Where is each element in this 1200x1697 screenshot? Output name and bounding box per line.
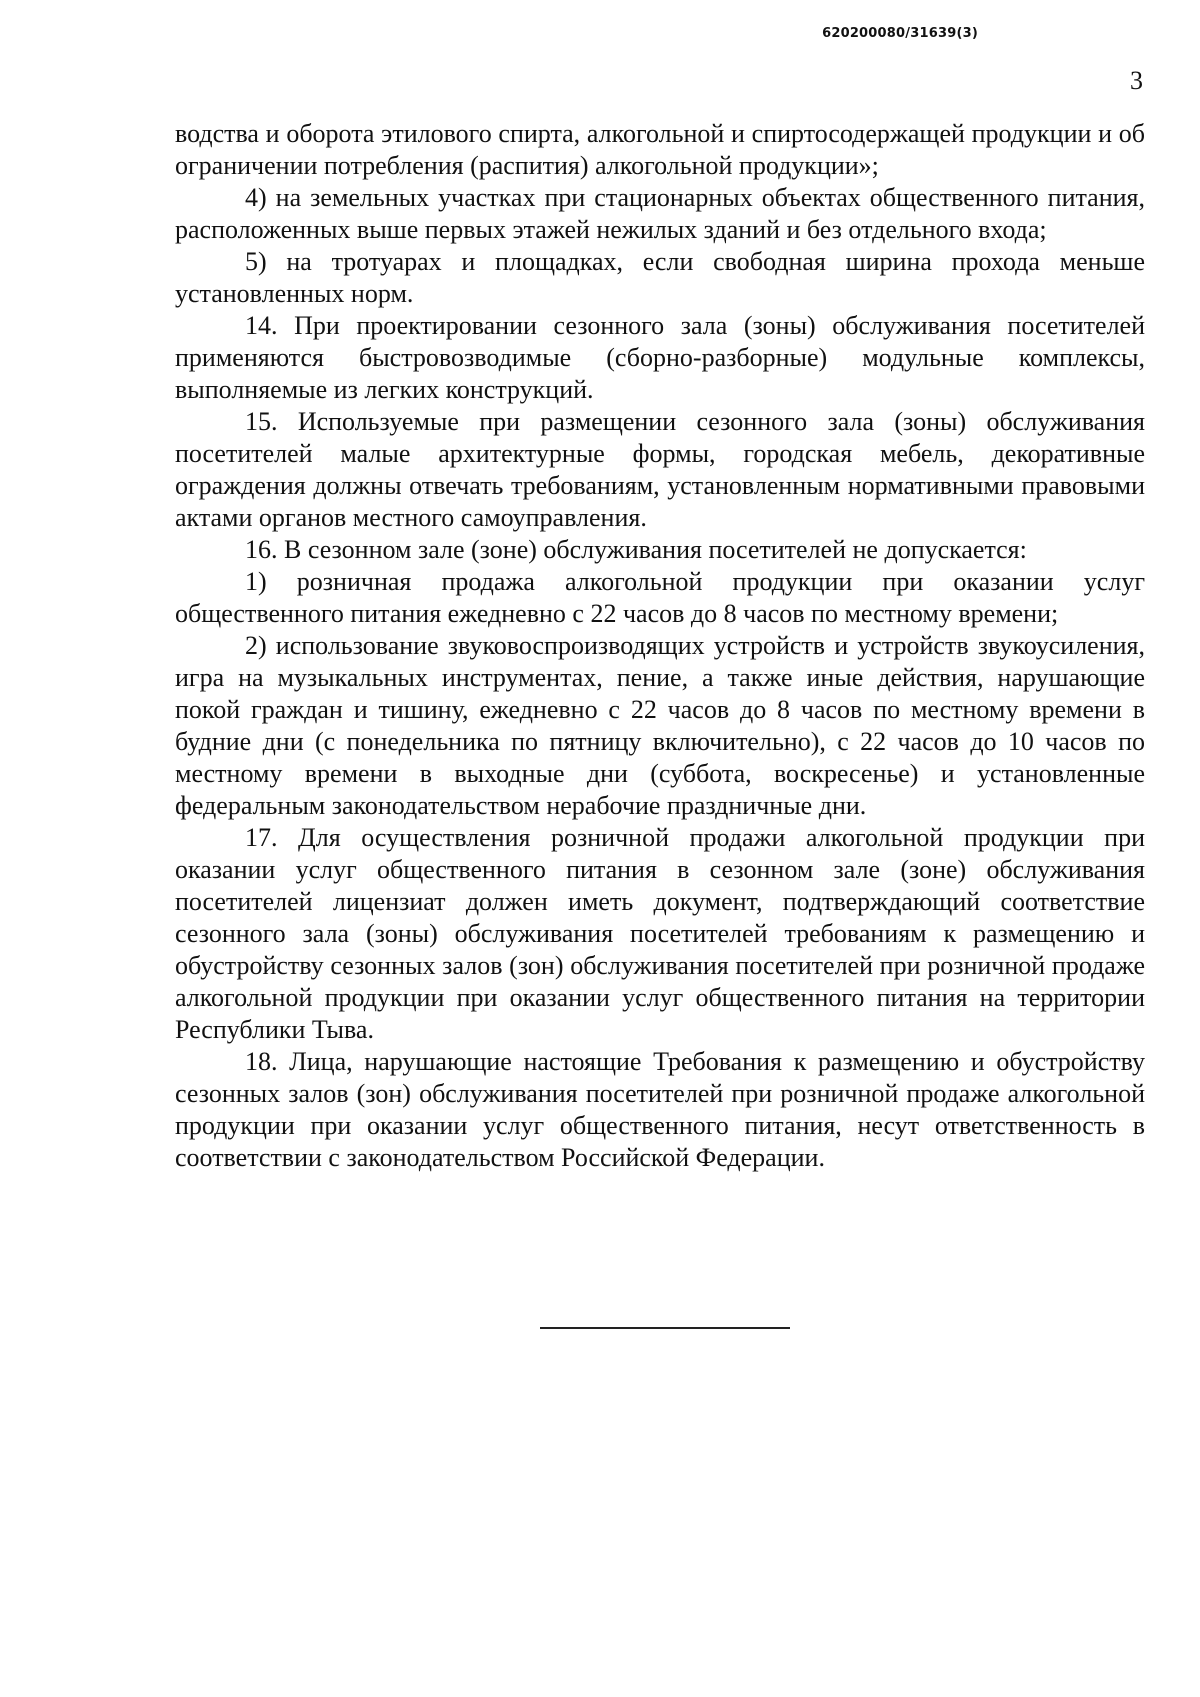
document-id: 620200080/31639(3): [822, 26, 978, 41]
paragraph-item-4: 4) на земельных участках при стационарных объектах общественного питания, расположенных выше первых этажей нежилых зданий и без отдельного входа;: [175, 183, 1145, 244]
paragraph-15: 15. Используемые при размещении сезонного зала (зоны) обслуживания посетителей малые архитектурные формы, городская мебель, декоративные ограждения должны отвечать требованиям, установленным нормативными правовыми актами органов местного самоуправления.: [175, 407, 1145, 532]
page-number: 3: [1130, 66, 1143, 95]
paragraph-item-5: 5) на тротуарах и площадках, если свободная ширина прохода меньше установленных норм.: [175, 247, 1145, 308]
paragraph-16-item-2: 2) использование звуковоспроизводящих устройств и устройств звукоусиления, игра на музыкальных инструментах, пение, а также иные действия, нарушающие покой граждан и тишину, ежедневно с 22 часов до 8 часов по местному времени в будние дни (с понедельника по пятницу включительно), с 22 часов до 10 часов по местному времени в выходные дни (суббота, воскресенье) и установленные федеральным законодательством нерабочие праздничные дни.: [175, 631, 1145, 820]
document-body: [175, 118, 1145, 1174]
paragraph-17: 17. Для осуществления розничной продажи алкогольной продукции при оказании услуг общественного питания в сезонном зале (зоне) обслуживания посетителей лицензиат должен иметь документ, подтверждающий соответствие сезонного зала (зоны) обслуживания посетителей требованиям к размещению и обустройству сезонных залов (зон) обслуживания посетителей при розничной продаже алкогольной продукции при оказании услуг общественного питания на территории Республики Тыва.: [175, 823, 1145, 1044]
paragraph-16-item-1: 1) розничная продажа алкогольной продукции при оказании услуг общественного питания ежедневно с 22 часов до 8 часов по местному времени;: [175, 567, 1145, 628]
paragraph-14: 14. При проектировании сезонного зала (зоны) обслуживания посетителей применяются быстровозводимые (сборно-разборные) модульные комплексы, выполняемые из легких конструкций.: [175, 311, 1145, 404]
paragraph-continuation: водства и оборота этилового спирта, алкогольной и спиртосодержащей продукции и об ограничении потребления (распития) алкогольной продукции»;: [175, 119, 1145, 180]
end-divider: [540, 1327, 790, 1329]
paragraph-18: 18. Лица, нарушающие настоящие Требования к размещению и обустройству сезонных залов (зон) обслуживания посетителей при розничной продаже алкогольной продукции при оказании услуг общественного питания, несут ответственность в соответствии с законодательством Российской Федерации.: [175, 1047, 1145, 1172]
paragraph-16: 16. В сезонном зале (зоне) обслуживания посетителей не допускается:: [245, 535, 1027, 564]
